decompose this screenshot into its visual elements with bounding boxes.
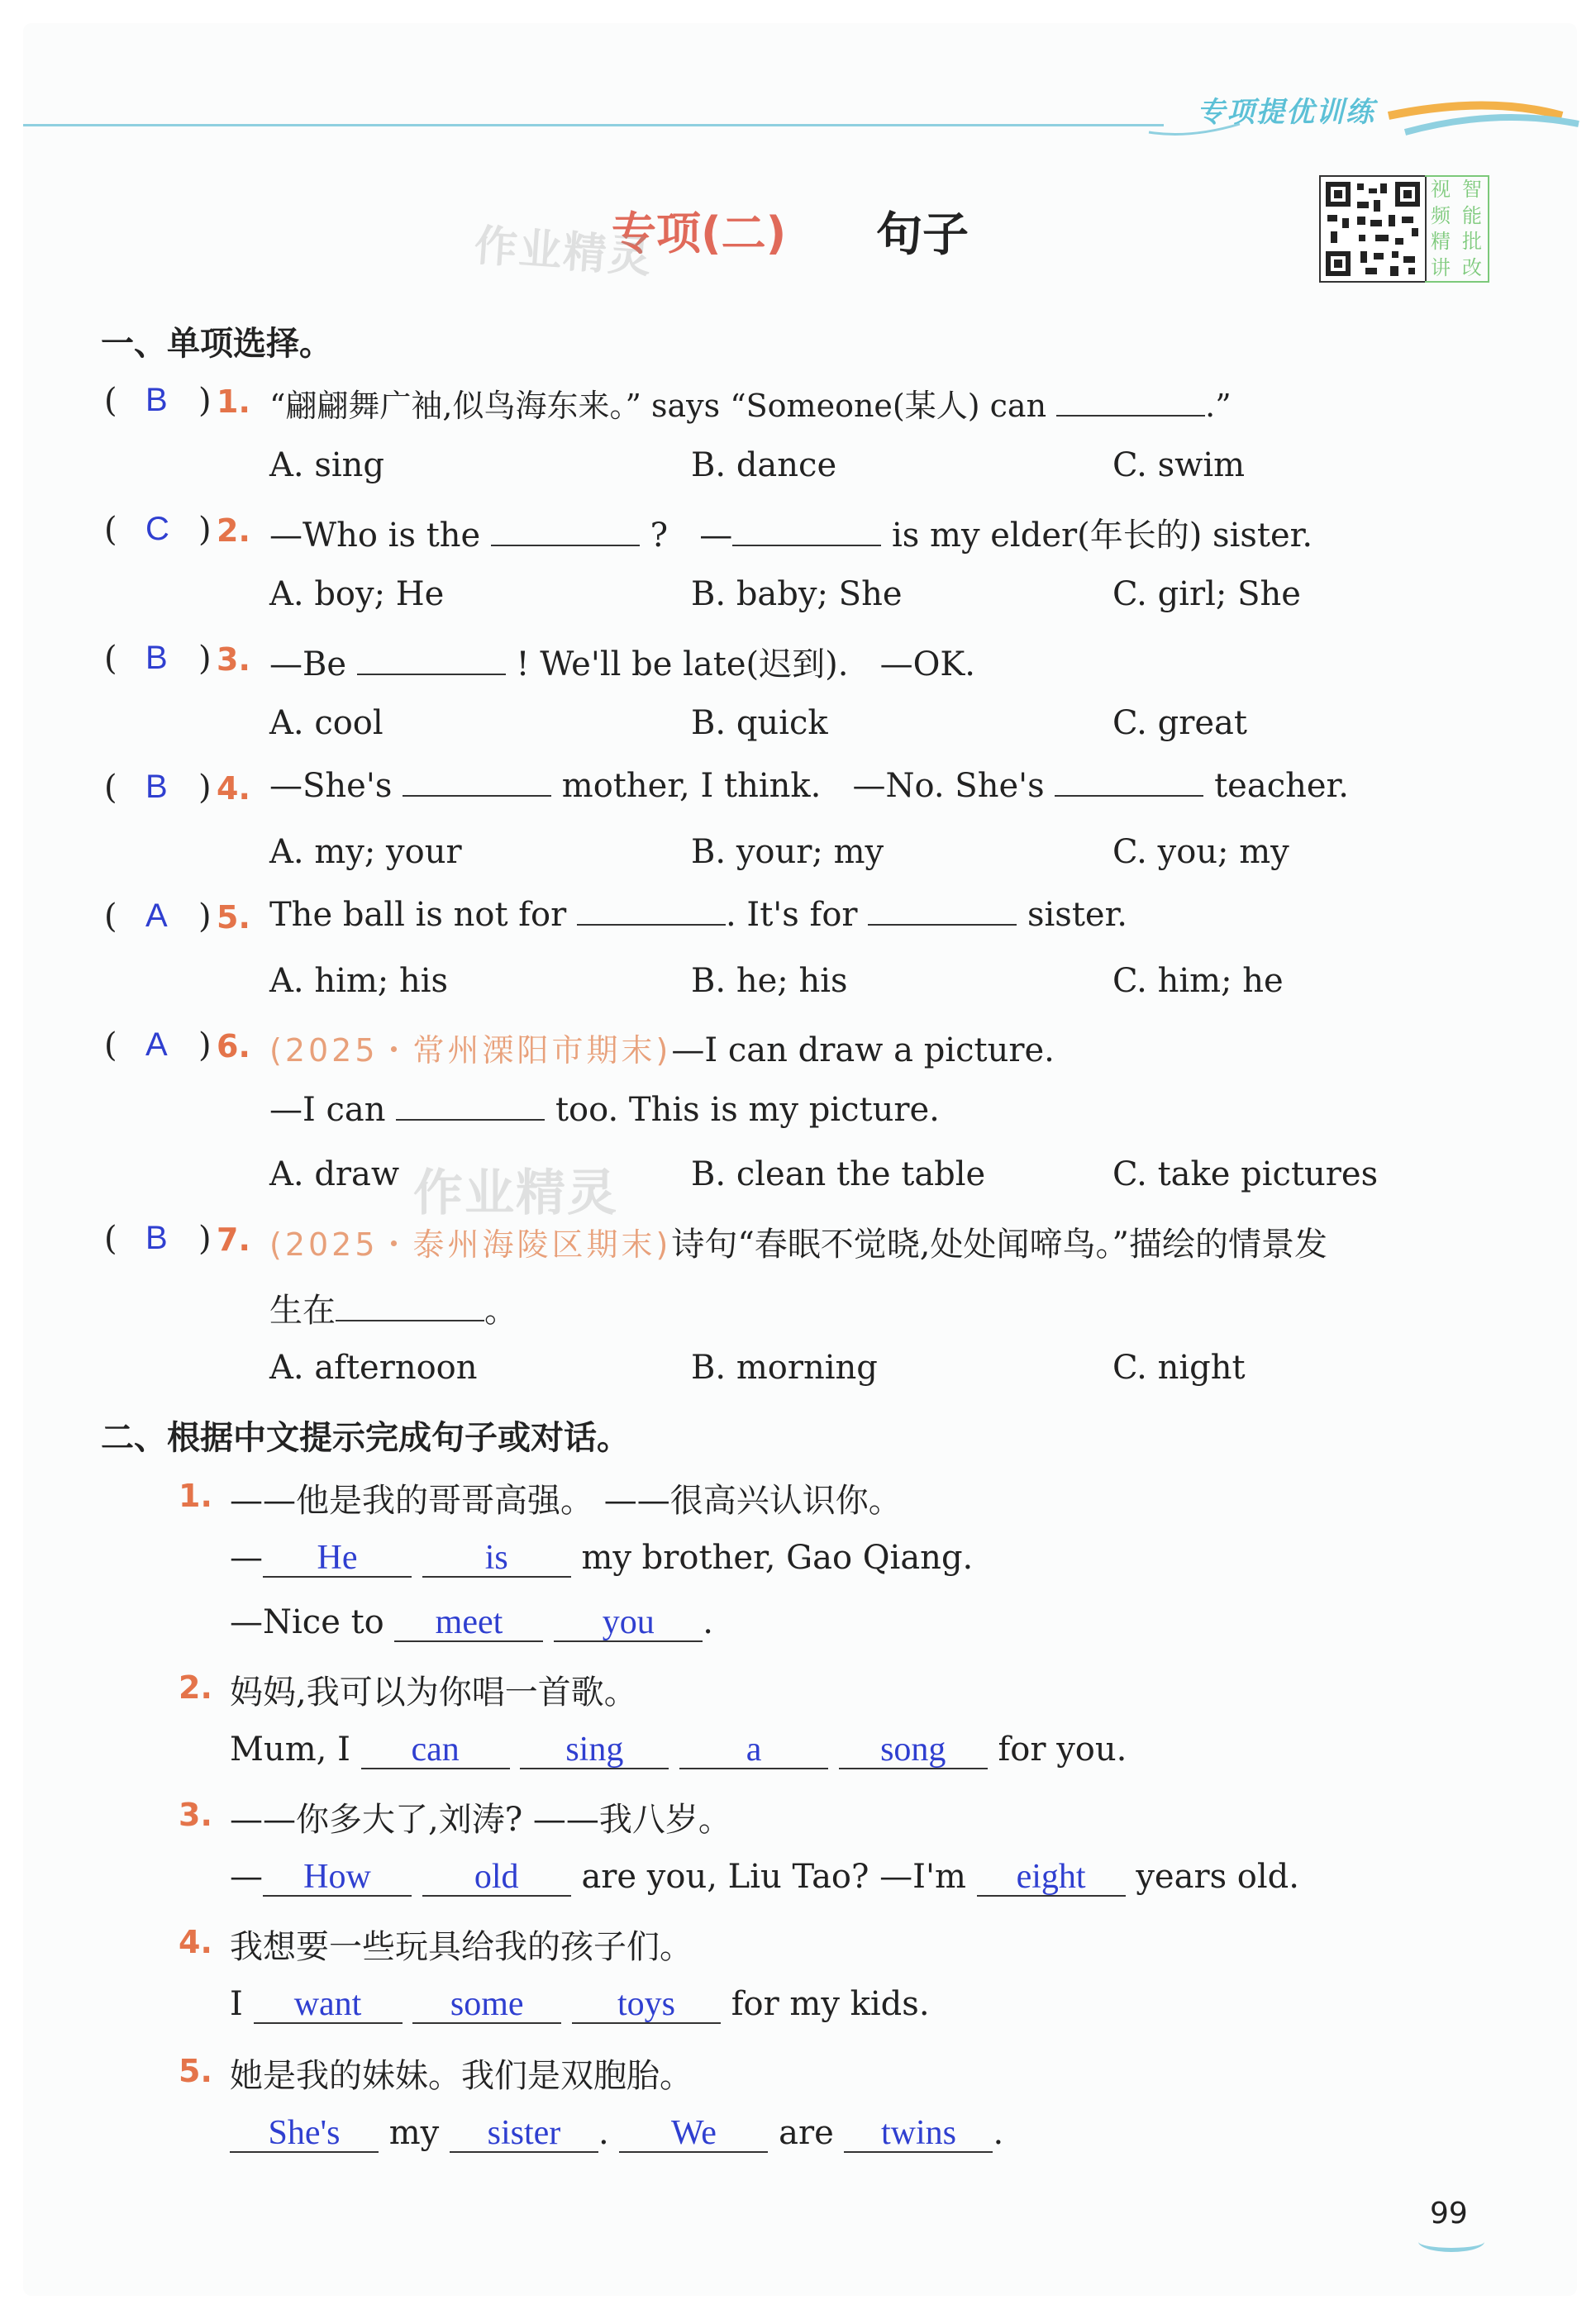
q5-option-b[interactable]: B. he; his	[691, 962, 848, 1000]
q5-number: 5.	[217, 899, 250, 936]
page-number-decoration	[1418, 2231, 1484, 2252]
answer-bracket: )	[198, 382, 212, 420]
q3-option-a[interactable]: A. cool	[269, 704, 384, 742]
answer-bracket: (	[104, 511, 117, 549]
answer-bracket: (	[104, 640, 117, 678]
s2-item3-line1: — How old are you, Liu Tao? —I'm eight years old.	[230, 1858, 1300, 1896]
page-number: 99	[1430, 2197, 1468, 2231]
qr-feature-tags	[1425, 175, 1489, 283]
fill-answer: you	[554, 1604, 703, 1642]
q5-option-a[interactable]: A. him; his	[269, 962, 449, 1000]
s2-item1-line2: —Nice to meet you .	[230, 1603, 713, 1641]
q2-option-b[interactable]: B. baby; She	[691, 575, 903, 613]
q6-option-a[interactable]: A. draw	[269, 1155, 400, 1193]
q5-stem: The ball is not for . It's for sister.	[269, 896, 1128, 934]
q5-answer: A	[145, 898, 168, 934]
q7-stem-line2: 生在 。	[269, 1292, 517, 1330]
q4-option-b[interactable]: B. your; my	[691, 833, 884, 871]
fill-answer: eight	[977, 1859, 1126, 1897]
fill-answer: want	[254, 1986, 403, 2024]
s2-item1-line1: — He is my brother, Gao Qiang.	[230, 1539, 974, 1577]
fill-answer: twins	[844, 2115, 993, 2153]
s2-item4-line1: I want some toys for my kids.	[230, 1985, 930, 2023]
q5-option-c[interactable]: C. him; he	[1112, 962, 1284, 1000]
s2-item3-number: 3.	[179, 1797, 212, 1833]
title-label: 专项(二)	[612, 207, 787, 259]
q7-option-b[interactable]: B. morning	[691, 1349, 878, 1387]
qr-tag: 视	[1431, 178, 1451, 201]
q6-source: (2025・常州溧阳市期末)	[269, 1032, 672, 1069]
q3-stem: —Be ! We'll be late(迟到). —OK.	[269, 645, 975, 683]
s2-item4-chinese: 我想要一些玩具给我的孩子们。	[230, 1928, 693, 1966]
fill-answer: can	[361, 1731, 510, 1769]
q7-answer: B	[145, 1220, 168, 1256]
q1-stem: “翩翩舞广袖,似鸟海东来。” says “Someone(某人) can .”	[269, 388, 1232, 424]
qr-tag: 频	[1431, 203, 1451, 227]
q3-option-c[interactable]: C. great	[1112, 704, 1247, 742]
q1-option-b[interactable]: B. dance	[691, 446, 837, 484]
fill-answer: He	[263, 1540, 412, 1578]
qr-tag: 精	[1431, 230, 1451, 253]
watermark-logo: 作业精灵	[472, 221, 655, 283]
answer-bracket: (	[104, 769, 117, 807]
q4-option-c[interactable]: C. you; my	[1112, 833, 1289, 871]
qr-tag: 能	[1462, 203, 1482, 227]
fill-answer: some	[412, 1986, 561, 2024]
fill-answer: is	[422, 1540, 571, 1578]
q2-stem: —Who is the ? — is my elder(年长的) sister.	[269, 517, 1313, 555]
q1-number: 1.	[217, 383, 250, 420]
q6-answer: A	[145, 1026, 168, 1063]
section1-heading: 一、单项选择。	[101, 325, 332, 363]
fill-answer: a	[679, 1731, 828, 1769]
answer-bracket: (	[104, 898, 117, 936]
q4-stem: —She's mother, I think. —No. She's teacher.	[269, 767, 1349, 805]
answer-bracket: )	[198, 1026, 212, 1064]
q2-number: 2.	[217, 512, 250, 549]
q6-number: 6.	[217, 1028, 250, 1064]
q2-option-c[interactable]: C. girl; She	[1112, 575, 1301, 613]
answer-bracket: )	[198, 640, 212, 678]
qr-code[interactable]	[1319, 175, 1427, 283]
fill-answer: meet	[394, 1604, 543, 1642]
fill-answer: She's	[230, 2115, 379, 2153]
qr-tag: 讲	[1431, 255, 1451, 279]
q6-stem-line2: —I can too. This is my picture.	[269, 1091, 940, 1129]
qr-tag: 改	[1462, 255, 1482, 279]
q6-stem: (2025・常州溧阳市期末)—I can draw a picture.	[269, 1031, 1055, 1069]
s2-item5-line1: She's my sister . We are twins .	[230, 2114, 1003, 2153]
q1-option-a[interactable]: A. sing	[269, 446, 385, 484]
qr-tag: 批	[1462, 230, 1482, 253]
q1-answer: B	[145, 382, 168, 418]
watermark-logo: 作业精灵	[413, 1164, 618, 1222]
answer-bracket: (	[104, 1220, 117, 1258]
q7-source: (2025・泰州海陵区期末)	[269, 1226, 672, 1263]
q7-stem: (2025・泰州海陵区期末)诗句“春眠不觉晓,处处闻啼鸟。”描绘的情景发	[269, 1226, 1327, 1264]
q2-option-a[interactable]: A. boy; He	[269, 575, 445, 613]
fill-answer: toys	[572, 1986, 721, 2024]
q3-option-b[interactable]: B. quick	[691, 704, 828, 742]
s2-item5-chinese: 她是我的妹妹。我们是双胞胎。	[230, 2057, 693, 2095]
header-rule	[23, 124, 1164, 126]
fill-answer: We	[619, 2115, 768, 2153]
header-section-tag: 专项提优训练	[1197, 96, 1375, 129]
answer-bracket: )	[198, 511, 212, 549]
q7-number: 7.	[217, 1221, 250, 1258]
answer-bracket: (	[104, 382, 117, 420]
q6-option-c[interactable]: C. take pictures	[1112, 1155, 1379, 1193]
q4-option-a[interactable]: A. my; your	[269, 833, 462, 871]
q7-option-c[interactable]: C. night	[1112, 1349, 1246, 1387]
section2-heading: 二、根据中文提示完成句子或对话。	[101, 1419, 630, 1457]
s2-item2-chinese: 妈妈,我可以为你唱一首歌。	[230, 1674, 637, 1712]
s2-item5-number: 5.	[179, 2053, 212, 2089]
q6-option-b[interactable]: B. clean the table	[691, 1155, 986, 1193]
q1-option-c[interactable]: C. swim	[1112, 446, 1246, 484]
s2-item2-number: 2.	[179, 1669, 212, 1706]
q3-number: 3.	[217, 641, 250, 678]
qr-tag: 智	[1462, 178, 1482, 201]
s2-item1-chinese: ——他是我的哥哥高强。 ——很高兴认识你。	[230, 1482, 902, 1520]
q2-answer: C	[145, 511, 169, 547]
q7-option-a[interactable]: A. afternoon	[269, 1349, 478, 1387]
answer-bracket: )	[198, 898, 212, 936]
fill-answer: sister	[450, 2115, 598, 2153]
q3-answer: B	[145, 640, 168, 676]
fill-answer: sing	[520, 1731, 669, 1769]
fill-answer: How	[263, 1859, 412, 1897]
page-title: 句子	[876, 208, 969, 262]
answer-bracket: )	[198, 769, 212, 807]
s2-item3-chinese: ——你多大了,刘涛? ——我八岁。	[230, 1801, 731, 1839]
qr-pattern-icon	[1321, 177, 1425, 281]
s2-item1-number: 1.	[179, 1478, 212, 1514]
s2-item2-line1: Mum, I can sing a song for you.	[230, 1731, 1127, 1769]
answer-bracket: )	[198, 1220, 212, 1258]
answer-bracket: (	[104, 1026, 117, 1064]
s2-item4-number: 4.	[179, 1924, 212, 1960]
q4-number: 4.	[217, 770, 250, 807]
fill-answer: old	[422, 1859, 571, 1897]
fill-answer: song	[839, 1731, 988, 1769]
q4-answer: B	[145, 769, 168, 805]
